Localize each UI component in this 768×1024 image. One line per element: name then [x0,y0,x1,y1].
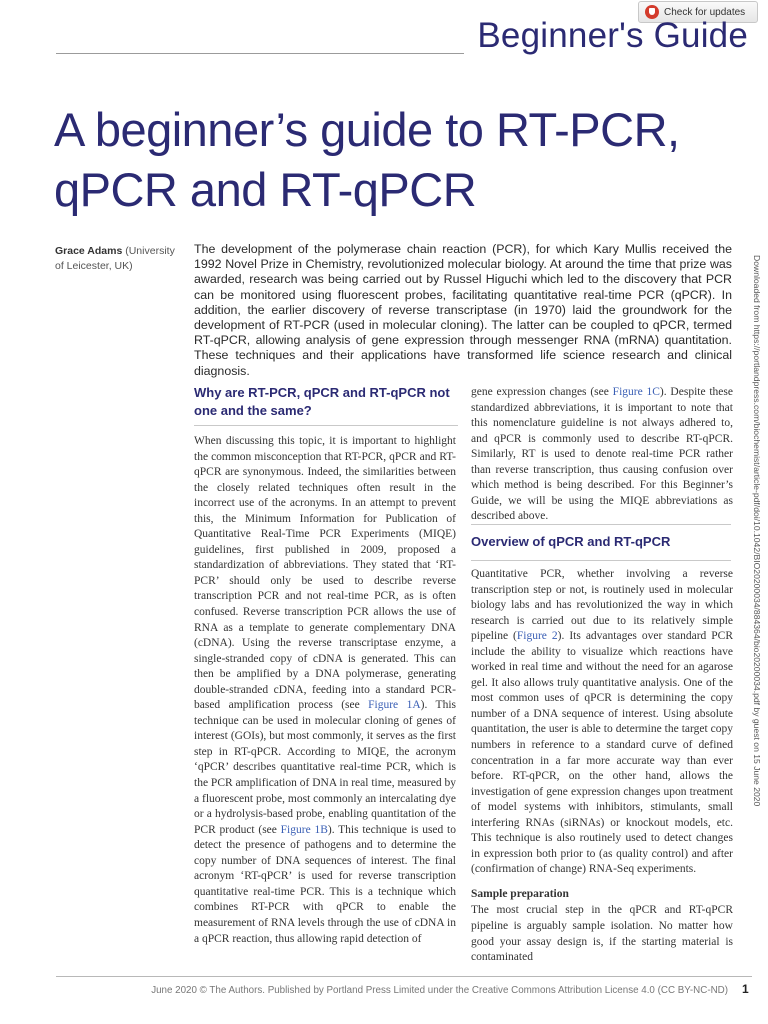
figure-link[interactable]: Figure 1C [612,386,660,398]
body-text: ). Despite these standardized abbreviations, it is important to note that this nomenclature guideline is not always adhered to, and qPCR is commonly used to describe RT-qPCR. Similarly, RT is used to denote real-time PCR rather than reverse transcription, thus causing confusion over which method is being described. For this Beginner’s Guide, we will be using the MIQE abbreviations as described above. [471,386,733,523]
body-paragraph [471,385,733,525]
section-heading-overview: Overview of qPCR and RT-qPCR [471,534,671,549]
body-paragraph [194,434,456,947]
figure-link[interactable]: Figure 2 [516,630,558,643]
intro-paragraph: The development of the polymerase chain reaction (PCR), for which Kary Mullis received the 1992 Novel Prize in Chemistry, revolutionized molecular biology. At around the time that prize was awarded, research was being carried out by Russel Higuchi which led to the discovery that PCR can be monitored using fluorescent probes, facilitating quantitative real-time PCR (qPCR). In addition, the earlier discovery of reverse transcriptase (in 1970) laid the groundwork for the development of RT-PCR (used in molecular cloning). The latter can be coupled to qPCR, termed RT-qPCR, allowing analysis of gene expression through messenger RNA (mRNA) quantitation. These techniques and their applications have transformed life science research and clinical diagnosis. [194,242,732,378]
author-block [55,244,180,274]
footer-rule [56,976,752,977]
header-rule [56,53,464,54]
heading-divider [471,560,731,561]
author-name: Grace Adams [55,245,123,257]
check-for-updates-label: Check for updates [664,6,746,18]
title-line-1: A beginner’s guide to RT-PCR, [54,103,680,156]
subheading-sample-preparation: Sample preparation [471,887,569,900]
right-column [471,385,733,525]
right-column-lower [471,567,733,966]
heading-divider [194,425,458,426]
body-paragraph [471,567,733,878]
heading-divider [471,524,731,525]
body-paragraph: The most crucial step in the qPCR and RT-qPCR pipeline is arguably sample isolation. No matter how good your assay design is, if the starting material is contaminated [471,904,733,964]
figure-link[interactable]: Figure 1A [368,699,421,712]
author-affiliation: (University of Leicester, UK) [55,245,175,272]
title-line-2: qPCR and RT-qPCR [54,163,477,216]
page-number: 1 [742,982,749,996]
left-column [194,434,456,947]
body-text: gene expression changes (see [471,386,613,398]
body-text: ). Its advantages over standard PCR include the ability to visualize which reactions have worked in real time and without the need for an agarose gel. It also allows truly quantitative analysis. One of the most common uses of qPCR is determining the copy number of a DNA sequence of interest. Using absolute quantitation, the user is able to determine the target copy numbers in reference to a standard curve of defined concentration in a far more accurate way than ever before. RT-qPCR, on the other hand, allows the investigation of gene expression changes upon treatment of model systems with inhibitors, stimulants, small interfering RNAs (siRNAs) or knockout models, etc. This technique is also routinely used to detect changes in expression both prior to (as quality control) and after (confirmation of change) RNA-Seq experiments. [471,630,734,876]
body-text: ). This technique can be used in molecular cloning of genes of interest (GOIs), but most commonly, it serves as the first step in RT-qPCR. According to MIQE, the acronym ‘qPCR’ describes quantitative real-time PCR, which is the PCR amplification of DNA in real time, measured by a fluorescent probe, most commonly an intercalating dye or a hydrolysis-based probe, enabling quantitation of the PCR product (see [194,699,456,836]
figure-link[interactable]: Figure 1B [280,823,328,836]
article-title [54,100,734,220]
body-text: Quantitative PCR, whether involving a reverse transcription step or not, is routinely used in molecular biology labs and has revolutionized the way in which research is carried out due to its relatively simple pipeline ( [471,568,733,643]
body-text: When discussing this topic, it is important to highlight the common misconception that RT-PCR, qPCR and RT-qPCR are synonymous. Indeed, the similarities between the closely related techniques often result in the incorrect use of the acronyms. In an attempt to prevent this, the Minimum Information for Publication of Quantitative Real-Time PCR Experiments (MIQE) guidelines, first published in 2009, proposed a standardization of abbreviations. They stated that ‘RT-PCR’ should only be used to describe reverse transcription PCR and not real-time PCR, as is often confused. Reverse transcription PCR allows the use of RNA as a template to generate complementary DNA (cDNA). Using the reverse transcriptase enzyme, a single-stranded copy of cDNA is generated. This can then be amplified by a DNA polymerase, generating double-stranded cDNA, feeding into a standard PCR-based amplification process (see [194,435,456,712]
section-heading-why: Why are RT-PCR, qPCR and RT-qPCR not one and the same? [194,385,450,418]
section-label: Beginner's Guide [477,16,748,55]
body-text: ). This technique is used to detect the presence of pathogens and to determine the copy number of DNA sequences of interest. The final acronym ‘RT-qPCR’ is used for reverse transcription quantitative real-time PCR. This is a technique which combines RT-PCR with qPCR to enable the measurement of RNA levels through the use of cDNA in a qPCR reaction, thus allowing rapid detection of [194,823,456,945]
download-watermark: Downloaded from https://portlandpress.com/biochemist/article-pdf/doi/10.1042/BIO20200034/884364/bio20200034.pdf by guest on 15 June 2020 [752,255,762,807]
footer-license: June 2020 © The Authors. Published by Portland Press Limited under the Creative Commons Attribution License 4.0 (CC BY-NC-ND) [151,985,728,996]
